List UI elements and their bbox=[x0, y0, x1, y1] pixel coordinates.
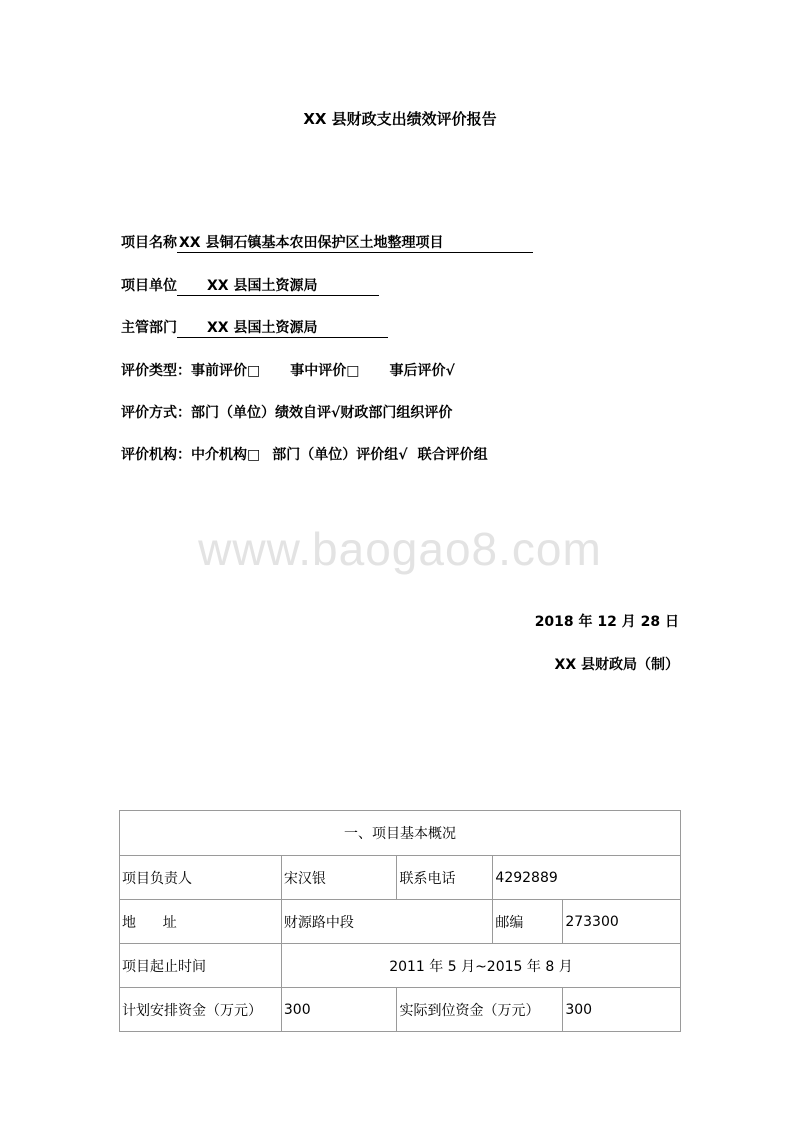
report-title: XX 县财政支出绩效评价报告 bbox=[303, 110, 497, 128]
project-unit-label: 项目单位 bbox=[121, 278, 177, 294]
manager-label: 项目负责人 bbox=[120, 856, 282, 900]
eval-type-option-mid: 事中评价□ bbox=[290, 363, 360, 379]
project-name-label: 项目名称 bbox=[121, 235, 177, 251]
table-row bbox=[120, 811, 681, 856]
authority-label: 主管部门 bbox=[121, 320, 177, 336]
eval-org-label: 评价机构： bbox=[121, 447, 191, 463]
manager-value: 宋汉银 bbox=[281, 856, 397, 900]
postcode-value: 273300 bbox=[563, 900, 681, 944]
address-value: 财源路中段 bbox=[281, 900, 493, 944]
project-name-row bbox=[121, 233, 533, 253]
eval-method-row bbox=[121, 403, 452, 423]
eval-org-row bbox=[121, 445, 488, 465]
project-unit-row bbox=[121, 276, 379, 296]
eval-type-label: 评价类型： bbox=[121, 363, 191, 379]
address-label: 地 址 bbox=[120, 900, 282, 944]
eval-type-option-post: 事后评价√ bbox=[389, 363, 455, 379]
eval-method-text: 部门（单位）绩效自评√财政部门组织评价 bbox=[191, 405, 453, 421]
period-value: 2011 年 5 月~2015 年 8 月 bbox=[281, 944, 680, 988]
watermark: www.baogao8.com bbox=[198, 523, 602, 575]
table-heading: 一、项目基本概况 bbox=[120, 811, 681, 856]
phone-label: 联系电话 bbox=[397, 856, 493, 900]
authority-value: XX 县国土资源局 bbox=[177, 319, 388, 338]
phone-value: 4292889 bbox=[493, 856, 681, 900]
eval-org-option-agency: 中介机构□ bbox=[191, 447, 261, 463]
table-row bbox=[120, 944, 681, 988]
eval-type-option-pre: 事前评价□ bbox=[191, 363, 261, 379]
planned-funds-label: 计划安排资金（万元） bbox=[120, 988, 282, 1032]
actual-funds-label: 实际到位资金（万元） bbox=[397, 988, 563, 1032]
issuer: XX 县财政局（制） bbox=[554, 657, 679, 673]
authority-row bbox=[121, 318, 388, 338]
eval-org-option-dept: 部门（单位）评价组√ bbox=[272, 447, 408, 463]
project-unit-value: XX 县国土资源局 bbox=[177, 277, 379, 296]
eval-org-option-joint: 联合评价组 bbox=[417, 447, 488, 463]
table-row bbox=[120, 900, 681, 944]
table-row bbox=[120, 856, 681, 900]
eval-type-row bbox=[121, 361, 455, 381]
project-overview-table bbox=[119, 810, 681, 1032]
postcode-label: 邮编 bbox=[493, 900, 563, 944]
eval-method-label: 评价方式： bbox=[121, 405, 191, 421]
period-label: 项目起止时间 bbox=[120, 944, 282, 988]
actual-funds-value: 300 bbox=[563, 988, 681, 1032]
report-date: 2018 年 12 月 28 日 bbox=[534, 614, 679, 630]
project-name-value: XX 县铜石镇基本农田保护区土地整理项目 bbox=[177, 234, 533, 253]
planned-funds-value: 300 bbox=[281, 988, 397, 1032]
table-row bbox=[120, 988, 681, 1032]
